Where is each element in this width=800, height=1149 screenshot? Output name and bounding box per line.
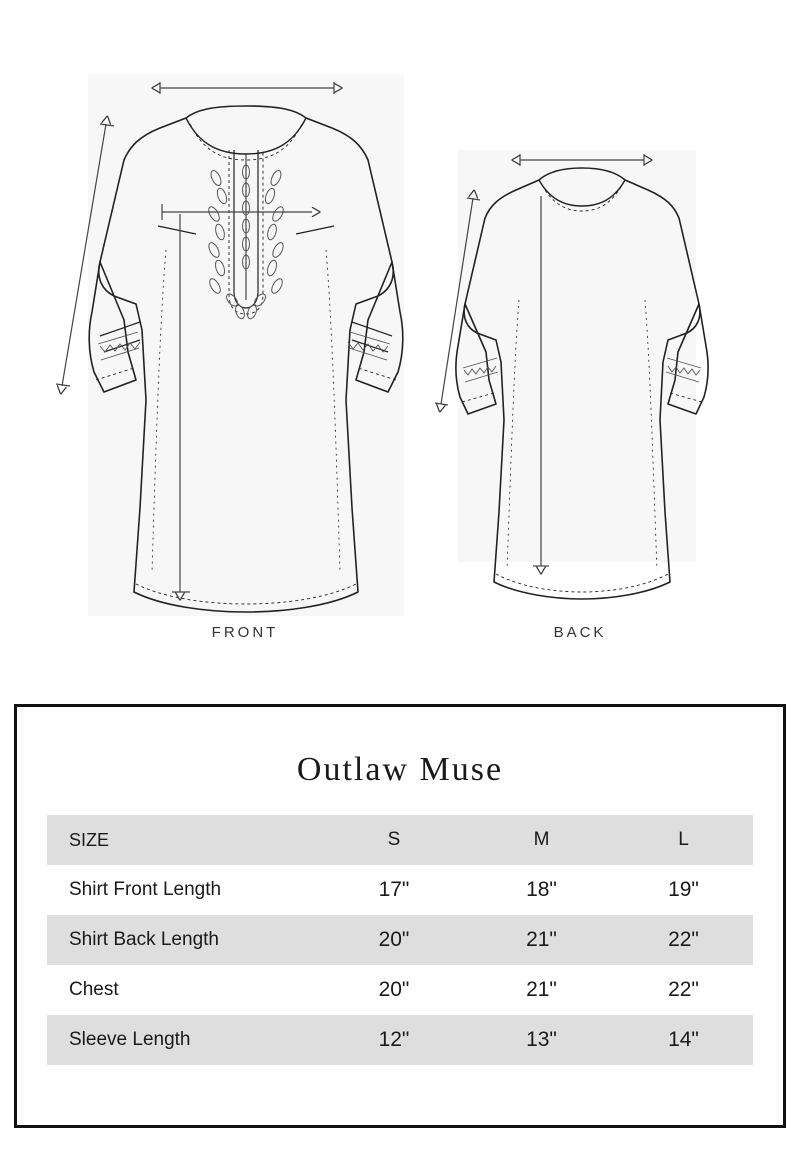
back-cuff-trim: [463, 358, 701, 382]
header-size-m: M: [469, 815, 614, 865]
size-table-head: [47, 815, 753, 865]
row-label-chest: Chest: [47, 965, 319, 1015]
brand-title: [17, 707, 783, 815]
cell-shirt-back-length-s: 20": [319, 915, 469, 965]
table-row: [47, 965, 753, 1015]
row-label-sleeve-length: Sleeve Length: [47, 1015, 319, 1065]
cell-shirt-back-length-l: 22": [614, 915, 753, 965]
header-size-s: S: [319, 815, 469, 865]
header-size-label: SIZE: [47, 815, 319, 865]
row-label-shirt-back-length: Shirt Back Length: [47, 915, 319, 965]
cell-shirt-front-length-l: 19": [614, 865, 753, 915]
table-header-row: [47, 815, 753, 865]
size-table-body: [47, 865, 753, 1065]
front-garment-drawing: [89, 106, 403, 612]
front-measure-lines: [56, 82, 334, 592]
table-row: [47, 865, 753, 915]
cell-chest-s: 20": [319, 965, 469, 1015]
back-measure-lines: [435, 154, 644, 566]
cell-chest-l: 22": [614, 965, 753, 1015]
cell-shirt-back-length-m: 21": [469, 915, 614, 965]
size-chart: [14, 704, 786, 1128]
back-garment-drawing: [456, 168, 708, 599]
front-view-label: FRONT: [211, 624, 279, 641]
row-label-shirt-front-length: Shirt Front Length: [47, 865, 319, 915]
size-table: [47, 815, 753, 1065]
cell-sleeve-length-s: 12": [319, 1015, 469, 1065]
cell-chest-m: 21": [469, 965, 614, 1015]
table-row: [47, 1015, 753, 1065]
cell-shirt-front-length-m: 18": [469, 865, 614, 915]
header-size-l: L: [614, 815, 753, 865]
back-view-label: BACK: [553, 624, 607, 641]
brand-title-text: Outlaw Muse: [296, 751, 504, 788]
table-row: [47, 915, 753, 965]
cell-sleeve-length-l: 14": [614, 1015, 753, 1065]
cell-shirt-front-length-s: 17": [319, 865, 469, 915]
cell-sleeve-length-m: 13": [469, 1015, 614, 1065]
